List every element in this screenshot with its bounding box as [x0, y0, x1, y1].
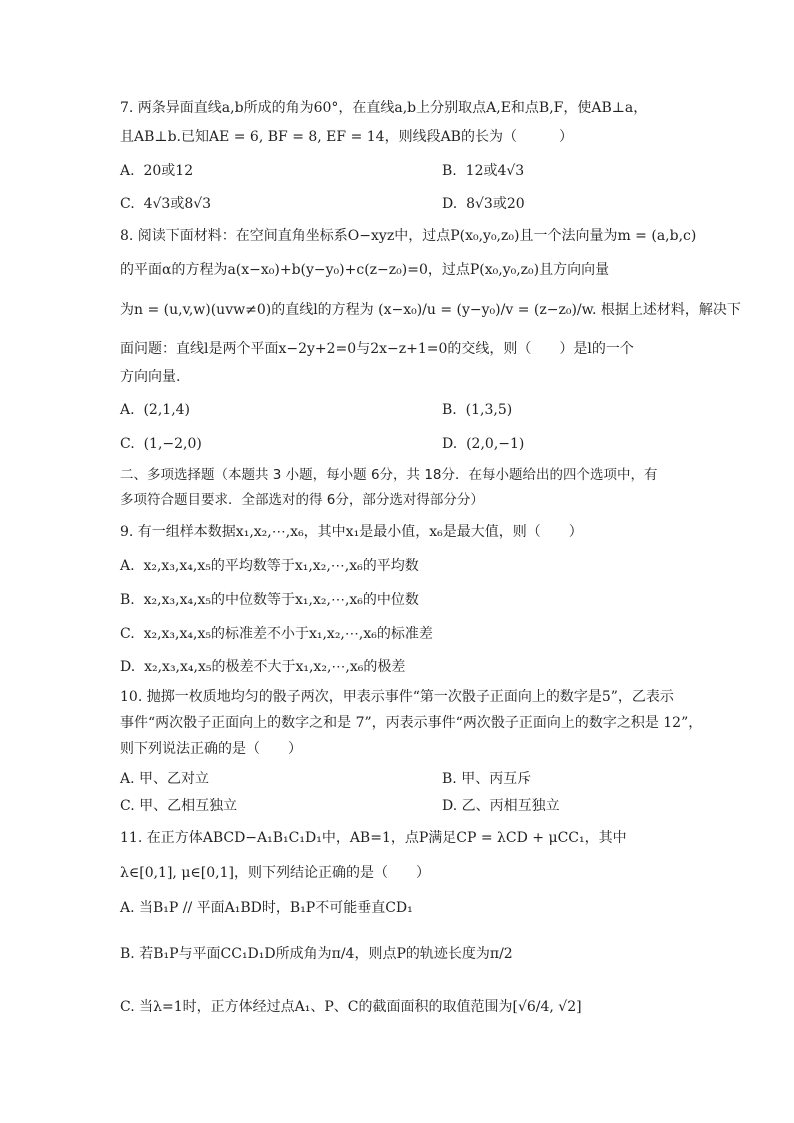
option-label: B.	[442, 163, 457, 179]
q10-stem-line3: 则下列说法正确的是（ ）	[120, 741, 302, 757]
option-label: D.	[442, 436, 458, 452]
option-text: 当λ=1时，正方体经过点A₁、P、C的截面面积的取值范围为[√6/4, √2]	[139, 999, 582, 1015]
option-label: C.	[120, 626, 135, 642]
q8-stem-line1: 8. 阅读下面材料：在空间直角坐标系O−xyz中，过点P(x₀,y₀,z₀)且一个法向量为m = (a,b,c)	[120, 228, 697, 244]
q7-option-c	[120, 195, 211, 213]
option-text: 若B₁P与平面CC₁D₁D所成角为π/4，则点P的轨迹长度为π/2	[139, 946, 513, 962]
option-label: B.	[442, 771, 457, 787]
option-text: x₂,x₃,x₄,x₅的标准差不小于x₁,x₂,⋯,x₆的标准差	[143, 626, 433, 642]
option-text: (1,−2,0)	[143, 436, 202, 452]
section-heading-line1: 二、多项选择题（本题共 3 小题，每小题 6分，共 18分．在每小题给出的四个选项中，有	[120, 467, 658, 483]
q8-option-b	[442, 401, 512, 419]
q8-stem-line3: 为n = (u,v,w)(uvw≠0)的直线l的方程为 (x−x₀)/u = (y−y₀)/v = (z−z₀)/w. 根据上述材料，解决下	[120, 302, 741, 318]
option-label: A.	[120, 558, 135, 574]
q8-option-a	[120, 401, 190, 419]
option-text: 乙、丙相互独立	[461, 798, 560, 814]
option-label: B.	[120, 946, 135, 962]
option-text: 当B₁P // 平面A₁BD时，B₁P不可能垂直CD₁	[139, 900, 413, 916]
q11-option-b	[120, 945, 513, 963]
q11-option-c	[120, 998, 582, 1016]
option-label: A.	[120, 771, 135, 787]
option-text: 甲、乙相互独立	[139, 798, 238, 814]
q11-option-a	[120, 899, 413, 917]
option-text: (2,1,4)	[143, 402, 191, 418]
q7-option-a	[120, 162, 193, 180]
q11-stem-line1: 11. 在正方体ABCD−A₁B₁C₁D₁中，AB=1，点P满足CP = λCD + μCC₁，其中	[120, 830, 627, 846]
option-text: 甲、乙对立	[139, 771, 210, 787]
q7-option-d	[442, 195, 525, 213]
q8-stem-line5: 方向向量.	[120, 369, 181, 385]
option-label: D.	[120, 659, 136, 675]
option-label: D.	[442, 798, 458, 814]
option-text: 12或4√3	[465, 163, 525, 179]
q10-option-c	[120, 797, 237, 815]
option-text: x₂,x₃,x₄,x₅的平均数等于x₁,x₂,⋯,x₆的平均数	[143, 558, 419, 574]
option-label: C.	[120, 798, 135, 814]
option-text: 8√3或20	[466, 196, 525, 212]
option-text: 甲、丙互斥	[461, 771, 532, 787]
option-label: C.	[120, 436, 135, 452]
option-label: A.	[120, 163, 135, 179]
q8-option-c	[120, 435, 202, 453]
q9-option-c	[120, 625, 433, 643]
q10-option-a	[120, 770, 209, 788]
q8-stem-line2: 的平面α的方程为a(x−x₀)+b(y−y₀)+c(z−z₀)=0，过点P(x₀,y₀,z₀)且方向向量	[120, 262, 610, 278]
option-text: x₂,x₃,x₄,x₅的中位数等于x₁,x₂,⋯,x₆的中位数	[143, 592, 419, 608]
option-label: C.	[120, 999, 135, 1015]
q8-stem-line4: 面问题：直线l是两个平面x−2y+2=0与2x−z+1=0的交线，则（ ）是l的一个	[120, 341, 634, 357]
q9-option-b	[120, 591, 419, 609]
q9-option-a	[120, 557, 419, 575]
q10-stem-line2: 事件“两次骰子正面向上的数字之和是 7”，丙表示事件“两次骰子正面向上的数字之积是 12”，	[120, 715, 703, 731]
q10-option-b	[442, 770, 531, 788]
option-text: (2,0,−1)	[466, 436, 525, 452]
q10-option-d	[442, 797, 560, 815]
q9-stem: 9. 有一组样本数据x₁,x₂,⋯,x₆，其中x₁是最小值，x₆是最大值，则（ ）	[120, 524, 583, 540]
q7-stem-line2: 且AB⊥b.已知AE = 6, BF = 8, EF = 14，则线段AB的长为（ ）	[120, 129, 573, 145]
option-label: A.	[120, 402, 135, 418]
section-heading-line2: 多项符合题目要求．全部选对的得 6分，部分选对得部分分）	[120, 492, 484, 508]
q7-stem-line1: 7. 两条异面直线a,b所成的角为60°，在直线a,b上分别取点A,E和点B,F，使AB⊥a，	[120, 100, 648, 116]
option-label: B.	[120, 592, 135, 608]
option-label: C.	[120, 196, 135, 212]
option-text: (1,3,5)	[465, 402, 513, 418]
option-text: 4√3或8√3	[143, 196, 212, 212]
q7-option-b	[442, 162, 524, 180]
q8-option-d	[442, 435, 524, 453]
q10-stem-line1: 10. 抛掷一枚质地均匀的骰子两次，甲表示事件“第一次骰子正面向上的数字是5”，乙表示	[120, 689, 674, 705]
option-text: x₂,x₃,x₄,x₅的极差不大于x₁,x₂,⋯,x₆的极差	[144, 659, 406, 675]
option-text: 20或12	[143, 163, 194, 179]
q11-stem-line2: λ∈[0,1], μ∈[0,1]，则下列结论正确的是（ ）	[120, 865, 430, 881]
option-label: D.	[442, 196, 458, 212]
option-label: B.	[442, 402, 457, 418]
option-label: A.	[120, 900, 135, 916]
q9-option-d	[120, 658, 405, 676]
